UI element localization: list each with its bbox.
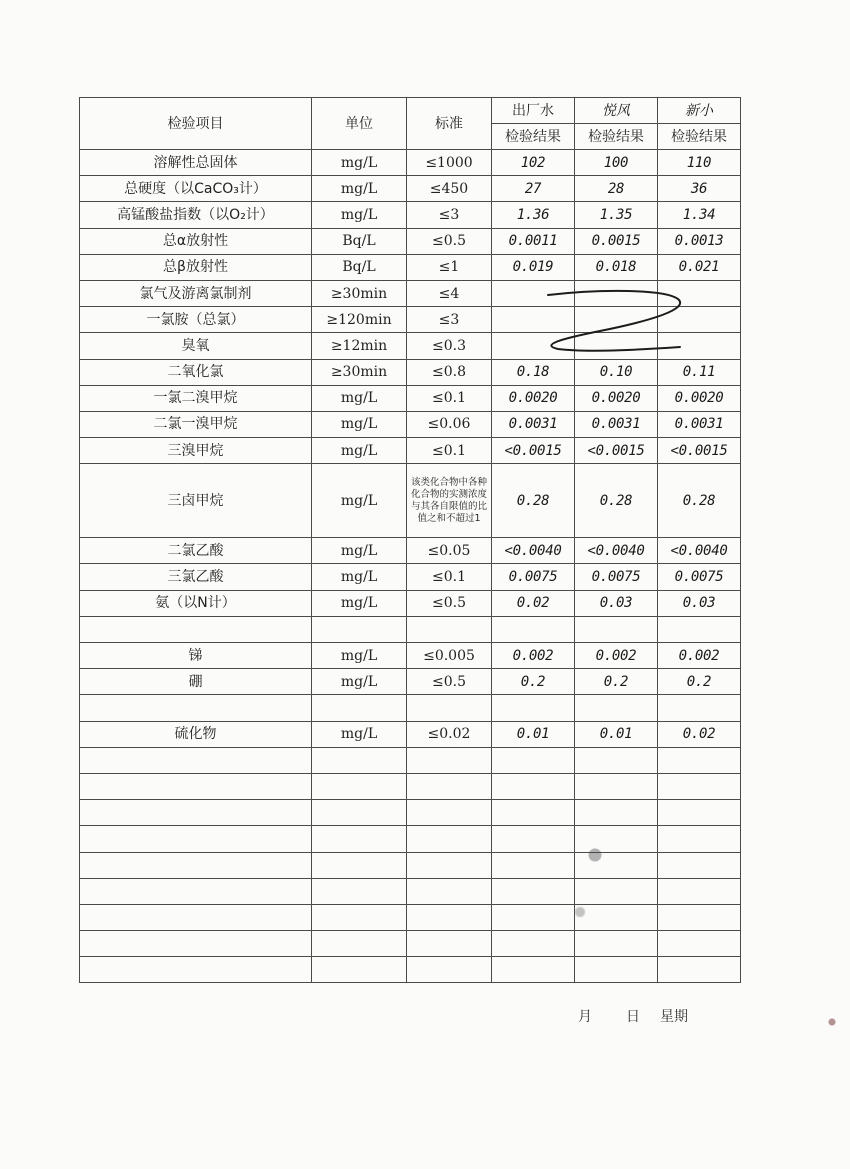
result-cell-site-2: <0.0040 xyxy=(575,538,658,564)
empty-cell xyxy=(80,931,312,957)
result-cell-site-2 xyxy=(575,616,658,642)
result-cell-site-3: 0.0075 xyxy=(658,564,741,590)
unit-cell: ≥12min xyxy=(312,333,407,359)
empty-cell xyxy=(407,747,492,773)
table-row xyxy=(80,464,741,538)
empty-cell xyxy=(312,773,407,799)
unit-cell: ≥120min xyxy=(312,307,407,333)
item-name: 二氧化氯 xyxy=(80,359,312,385)
result-cell-site-1: 0.01 xyxy=(492,721,575,747)
item-name: 锑 xyxy=(80,643,312,669)
empty-cell xyxy=(492,773,575,799)
empty-cell xyxy=(312,800,407,826)
result-cell-site-1: 0.0011 xyxy=(492,228,575,254)
empty-cell xyxy=(492,747,575,773)
unit-cell: Bq/L xyxy=(312,254,407,280)
empty-cell xyxy=(658,852,741,878)
item-name: 一氯胺（总氯） xyxy=(80,307,312,333)
result-cell-site-2: 0.2 xyxy=(575,669,658,695)
col-header-standard: 标准 xyxy=(407,98,492,150)
table-row xyxy=(80,385,741,411)
result-header-2: 检验结果 xyxy=(575,124,658,150)
empty-cell xyxy=(575,800,658,826)
col-header-unit: 单位 xyxy=(312,98,407,150)
result-cell-site-3: 110 xyxy=(658,150,741,176)
unit-cell: mg/L xyxy=(312,721,407,747)
empty-cell xyxy=(492,931,575,957)
result-cell-site-2: 0.0031 xyxy=(575,411,658,437)
unit-cell xyxy=(312,616,407,642)
unit-cell: ≥30min xyxy=(312,280,407,306)
standard-cell: ≤0.1 xyxy=(407,564,492,590)
standard-cell: ≤0.8 xyxy=(407,359,492,385)
empty-cell xyxy=(492,800,575,826)
empty-cell xyxy=(80,773,312,799)
empty-row xyxy=(80,931,741,957)
unit-cell: mg/L xyxy=(312,385,407,411)
result-cell-site-2: 0.018 xyxy=(575,254,658,280)
empty-cell xyxy=(407,852,492,878)
unit-cell: mg/L xyxy=(312,176,407,202)
result-cell-site-1: 0.18 xyxy=(492,359,575,385)
unit-cell: ≥30min xyxy=(312,359,407,385)
result-header-3: 检验结果 xyxy=(658,124,741,150)
unit-cell xyxy=(312,695,407,721)
unit-cell: mg/L xyxy=(312,202,407,228)
empty-cell xyxy=(658,904,741,930)
empty-cell xyxy=(80,800,312,826)
header-row-sites xyxy=(80,98,741,124)
standard-cell xyxy=(407,616,492,642)
result-cell-site-1: 0.002 xyxy=(492,643,575,669)
standard-cell: ≤0.5 xyxy=(407,669,492,695)
day-label: 日 xyxy=(626,1009,640,1025)
table-row xyxy=(80,254,741,280)
table-row xyxy=(80,228,741,254)
standard-cell: ≤1000 xyxy=(407,150,492,176)
standard-cell: 该类化合物中各种化合物的实测浓度与其各自限值的比值之和不超过1 xyxy=(407,464,492,538)
result-cell-site-2 xyxy=(575,695,658,721)
item-name: 三卤甲烷 xyxy=(80,464,312,538)
result-cell-site-1: <0.0040 xyxy=(492,538,575,564)
result-cell-site-3: 1.34 xyxy=(658,202,741,228)
empty-cell xyxy=(80,747,312,773)
empty-cell xyxy=(575,957,658,983)
empty-cell xyxy=(658,931,741,957)
item-name: 一氯二溴甲烷 xyxy=(80,385,312,411)
result-cell-site-1: 27 xyxy=(492,176,575,202)
standard-cell: ≤0.1 xyxy=(407,385,492,411)
result-cell-site-2: 0.002 xyxy=(575,643,658,669)
table-row xyxy=(80,176,741,202)
result-cell-site-3: 0.0013 xyxy=(658,228,741,254)
item-name: 溶解性总固体 xyxy=(80,150,312,176)
result-cell-site-3: 0.0031 xyxy=(658,411,741,437)
empty-cell xyxy=(575,878,658,904)
empty-cell xyxy=(658,773,741,799)
empty-cell xyxy=(575,852,658,878)
empty-cell xyxy=(492,878,575,904)
item-name: 氨（以N计） xyxy=(80,590,312,616)
unit-cell: Bq/L xyxy=(312,228,407,254)
standard-cell: ≤0.05 xyxy=(407,538,492,564)
result-cell-site-1: 0.2 xyxy=(492,669,575,695)
standard-cell: ≤0.3 xyxy=(407,333,492,359)
result-cell-site-1: 0.019 xyxy=(492,254,575,280)
result-cell-site-1: 0.0020 xyxy=(492,385,575,411)
standard-cell: ≤3 xyxy=(407,307,492,333)
result-cell-site-3: 0.11 xyxy=(658,359,741,385)
empty-cell xyxy=(407,773,492,799)
empty-cell xyxy=(492,826,575,852)
standard-cell: ≤0.02 xyxy=(407,721,492,747)
item-name: 高锰酸盐指数（以O₂计） xyxy=(80,202,312,228)
result-cell-site-2: 0.0015 xyxy=(575,228,658,254)
table-row xyxy=(80,411,741,437)
table-row xyxy=(80,538,741,564)
standard-cell: ≤4 xyxy=(407,280,492,306)
standard-cell: ≤0.5 xyxy=(407,590,492,616)
empty-cell xyxy=(575,747,658,773)
table-row xyxy=(80,721,741,747)
item-name xyxy=(80,695,312,721)
result-cell-site-1 xyxy=(492,695,575,721)
empty-cell xyxy=(407,957,492,983)
standard-cell: ≤450 xyxy=(407,176,492,202)
result-cell-site-2: <0.0015 xyxy=(575,438,658,464)
table-row xyxy=(80,669,741,695)
result-cell-site-2: 0.01 xyxy=(575,721,658,747)
table-row xyxy=(80,643,741,669)
result-cell-site-3: 0.002 xyxy=(658,643,741,669)
empty-cell xyxy=(575,773,658,799)
unit-cell: mg/L xyxy=(312,643,407,669)
result-cell-site-1: 102 xyxy=(492,150,575,176)
table-row xyxy=(80,590,741,616)
result-cell-site-1: 0.0075 xyxy=(492,564,575,590)
result-cell-site-3: 36 xyxy=(658,176,741,202)
result-cell-site-1: <0.0015 xyxy=(492,438,575,464)
site-header-yuefeng: 悦风 xyxy=(575,98,658,124)
item-name: 二氯一溴甲烷 xyxy=(80,411,312,437)
empty-cell xyxy=(658,957,741,983)
empty-row xyxy=(80,878,741,904)
empty-cell xyxy=(492,957,575,983)
unit-cell: mg/L xyxy=(312,590,407,616)
empty-cell xyxy=(80,957,312,983)
empty-cell xyxy=(575,904,658,930)
result-cell-site-2: 0.03 xyxy=(575,590,658,616)
unit-cell: mg/L xyxy=(312,438,407,464)
standard-cell: ≤0.06 xyxy=(407,411,492,437)
item-name: 三溴甲烷 xyxy=(80,438,312,464)
empty-cell xyxy=(407,904,492,930)
empty-cell xyxy=(575,826,658,852)
empty-cell xyxy=(658,878,741,904)
empty-cell xyxy=(407,800,492,826)
standard-cell: ≤0.005 xyxy=(407,643,492,669)
table-row xyxy=(80,564,741,590)
standard-cell: ≤0.1 xyxy=(407,438,492,464)
result-cell-site-3: 0.2 xyxy=(658,669,741,695)
empty-cell xyxy=(658,800,741,826)
handwritten-strike-mark xyxy=(540,285,690,355)
result-cell-site-1: 0.02 xyxy=(492,590,575,616)
empty-cell xyxy=(492,852,575,878)
empty-cell xyxy=(492,904,575,930)
unit-cell: mg/L xyxy=(312,564,407,590)
table-row xyxy=(80,150,741,176)
empty-cell xyxy=(80,878,312,904)
table-row xyxy=(80,695,741,721)
result-cell-site-2: 1.35 xyxy=(575,202,658,228)
item-name: 总β放射性 xyxy=(80,254,312,280)
empty-cell xyxy=(312,957,407,983)
result-cell-site-3: <0.0015 xyxy=(658,438,741,464)
unit-cell: mg/L xyxy=(312,669,407,695)
empty-row xyxy=(80,826,741,852)
result-cell-site-2: 0.10 xyxy=(575,359,658,385)
empty-cell xyxy=(312,904,407,930)
item-name: 三氯乙酸 xyxy=(80,564,312,590)
empty-row xyxy=(80,800,741,826)
item-name: 总硬度（以CaCO₃计） xyxy=(80,176,312,202)
item-name: 氯气及游离氯制剂 xyxy=(80,280,312,306)
empty-row xyxy=(80,773,741,799)
result-cell-site-3 xyxy=(658,616,741,642)
col-header-item: 检验项目 xyxy=(80,98,312,150)
site-header-plant-water: 出厂水 xyxy=(492,98,575,124)
result-cell-site-1: 0.28 xyxy=(492,464,575,538)
item-name: 硼 xyxy=(80,669,312,695)
empty-cell xyxy=(80,904,312,930)
unit-cell: mg/L xyxy=(312,411,407,437)
standard-cell: ≤3 xyxy=(407,202,492,228)
result-cell-site-1: 1.36 xyxy=(492,202,575,228)
empty-cell xyxy=(658,747,741,773)
water-quality-test-table xyxy=(79,97,741,983)
item-name: 二氯乙酸 xyxy=(80,538,312,564)
empty-row xyxy=(80,957,741,983)
result-cell-site-3: 0.02 xyxy=(658,721,741,747)
result-cell-site-1: 0.0031 xyxy=(492,411,575,437)
empty-cell xyxy=(312,747,407,773)
empty-cell xyxy=(575,931,658,957)
result-cell-site-3: 0.28 xyxy=(658,464,741,538)
standard-cell: ≤1 xyxy=(407,254,492,280)
result-cell-site-2: 28 xyxy=(575,176,658,202)
empty-cell xyxy=(407,931,492,957)
empty-cell xyxy=(80,826,312,852)
site-header-xinxiao: 新小 xyxy=(658,98,741,124)
empty-cell xyxy=(407,878,492,904)
result-cell-site-3 xyxy=(658,695,741,721)
unit-cell: mg/L xyxy=(312,538,407,564)
empty-cell xyxy=(407,826,492,852)
table-row xyxy=(80,438,741,464)
result-cell-site-3: <0.0040 xyxy=(658,538,741,564)
result-cell-site-3: 0.021 xyxy=(658,254,741,280)
table-row xyxy=(80,202,741,228)
unit-cell: mg/L xyxy=(312,150,407,176)
empty-cell xyxy=(80,852,312,878)
empty-cell xyxy=(312,852,407,878)
result-cell-site-3: 0.0020 xyxy=(658,385,741,411)
empty-row xyxy=(80,852,741,878)
result-cell-site-2: 0.28 xyxy=(575,464,658,538)
result-cell-site-1 xyxy=(492,616,575,642)
empty-cell xyxy=(312,878,407,904)
empty-row xyxy=(80,747,741,773)
table-row xyxy=(80,616,741,642)
empty-cell xyxy=(658,826,741,852)
result-cell-site-2: 0.0075 xyxy=(575,564,658,590)
item-name: 硫化物 xyxy=(80,721,312,747)
unit-cell: mg/L xyxy=(312,464,407,538)
result-header-1: 检验结果 xyxy=(492,124,575,150)
item-name: 总α放射性 xyxy=(80,228,312,254)
standard-cell: ≤0.5 xyxy=(407,228,492,254)
weekday-label: 星期 xyxy=(660,1009,688,1025)
result-cell-site-2: 100 xyxy=(575,150,658,176)
item-name: 臭氧 xyxy=(80,333,312,359)
table-row xyxy=(80,359,741,385)
empty-cell xyxy=(312,931,407,957)
result-cell-site-3: 0.03 xyxy=(658,590,741,616)
empty-row xyxy=(80,904,741,930)
empty-cell xyxy=(312,826,407,852)
month-label: 月 xyxy=(578,1009,592,1025)
item-name xyxy=(80,616,312,642)
result-cell-site-2: 0.0020 xyxy=(575,385,658,411)
standard-cell xyxy=(407,695,492,721)
